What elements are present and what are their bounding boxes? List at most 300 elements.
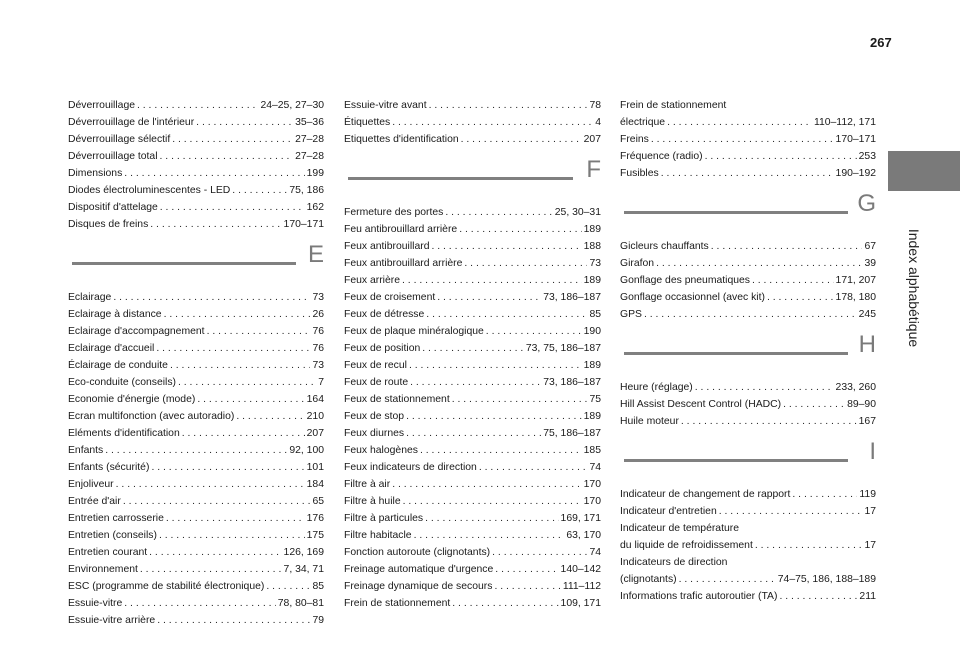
dot-leader (461, 131, 582, 148)
index-entry-pages: 73, 75, 186–187 (525, 343, 601, 354)
index-entry-pages: 176 (306, 513, 324, 524)
index-entry-pages: 79 (312, 615, 324, 626)
dot-leader (410, 374, 541, 391)
index-entry-term: Freins (620, 134, 649, 145)
index-entry-term: Gicleurs chauffants (620, 241, 709, 252)
index-entry (68, 97, 324, 114)
index-entry-pages: 4 (595, 117, 601, 128)
index-entry (68, 165, 324, 182)
index-entry-term: Fonction autoroute (clignotants) (344, 547, 491, 558)
dot-leader (420, 442, 582, 459)
index-entry (68, 391, 324, 408)
index-entry (620, 537, 876, 554)
index-entry-term: Feux de détresse (344, 309, 425, 320)
index-entry (620, 289, 876, 306)
index-entry-term: (clignotants) (620, 574, 677, 585)
index-entry-pages: 189 (583, 224, 601, 235)
index-entry-pages: 101 (306, 462, 324, 473)
index-entry-term: Filtre à air (344, 479, 391, 490)
dot-leader (178, 374, 316, 391)
index-entry-pages: 76 (312, 343, 324, 354)
index-entry-pages: 164 (306, 394, 324, 405)
index-entry (620, 272, 876, 289)
index-entry-pages: 74 (589, 462, 601, 473)
dot-leader (232, 182, 287, 199)
index-entry (620, 255, 876, 272)
dot-leader (445, 204, 552, 221)
index-entry-term: Indicateur de changement de rapport (620, 489, 791, 500)
dot-leader (266, 578, 310, 595)
index-entry-pages: 189 (583, 275, 601, 286)
index-entry-term: Feux diurnes (344, 428, 405, 439)
index-entry-pages: 185 (583, 445, 601, 456)
section-letter: F (586, 156, 601, 183)
index-entry-term: Diodes électroluminescentes - LED (68, 185, 231, 196)
index-entry-heading: Indicateur de température (620, 523, 739, 534)
index-entry-term: Déverrouillage de l'intérieur (68, 117, 195, 128)
dot-leader (779, 588, 857, 605)
index-entry-pages: 75 (589, 394, 601, 405)
index-entry-term: Essuie-vitre avant (344, 100, 427, 111)
index-entry-term: Gonflage occasionnel (avec kit) (620, 292, 765, 303)
index-entry-term: Freinage dynamique de secours (344, 581, 493, 592)
index-entry (620, 588, 876, 605)
dot-leader (113, 289, 310, 306)
index-entry-pages: 73 (589, 258, 601, 269)
dot-leader (105, 442, 287, 459)
index-entry-pages: 109, 171 (560, 598, 601, 609)
dot-leader (767, 289, 834, 306)
index-entry-pages: 167 (858, 416, 876, 427)
dot-leader (150, 216, 281, 233)
dot-leader (160, 199, 305, 216)
dot-leader (123, 493, 311, 510)
index-entry (344, 408, 601, 425)
index-entry (68, 578, 324, 595)
index-entry-term: Feu antibrouillard arrière (344, 224, 458, 235)
index-entry (344, 476, 601, 493)
index-entry-term: Frein de stationnement (344, 598, 451, 609)
section-header-i (620, 438, 876, 483)
index-entry (620, 306, 876, 323)
index-entry-heading: Indicateurs de direction (620, 557, 728, 568)
dot-leader (197, 391, 304, 408)
index-entry-pages: 65 (312, 496, 324, 507)
index-entry (68, 323, 324, 340)
dot-leader (494, 578, 560, 595)
index-entry-pages: 190–192 (835, 168, 876, 179)
index-entry-pages: 169, 171 (560, 513, 601, 524)
dot-leader (431, 238, 581, 255)
index-entry (68, 544, 324, 561)
index-entry (344, 114, 601, 131)
dot-leader (392, 114, 593, 131)
index-entry-term: Filtre à huile (344, 496, 401, 507)
dot-leader (157, 612, 310, 629)
dot-leader (479, 459, 588, 476)
index-entry-pages: 110–112, 171 (813, 117, 876, 128)
index-entry (344, 578, 601, 595)
index-entry-term: Eclairage d'accueil (68, 343, 155, 354)
index-entry (344, 272, 601, 289)
dot-leader (160, 148, 294, 165)
dot-leader (422, 340, 524, 357)
index-entry (620, 148, 876, 165)
index-entry-term: Indicateur d'entretien (620, 506, 717, 517)
side-tab (888, 151, 960, 191)
index-entry-term: Dimensions (68, 168, 123, 179)
index-entry-pages: 75, 186 (289, 185, 324, 196)
dot-leader (792, 486, 857, 503)
index-entry (68, 357, 324, 374)
index-entry (68, 510, 324, 527)
index-entry-heading: Frein de stationnement (620, 100, 727, 111)
dot-leader (124, 165, 304, 182)
index-entry-pages: 73 (312, 292, 324, 303)
index-entry (68, 425, 324, 442)
index-entry (344, 255, 601, 272)
index-entry-pages: 17 (864, 540, 876, 551)
index-entry-pages: 175 (306, 530, 324, 541)
section-rule (624, 211, 848, 214)
dot-leader (452, 595, 558, 612)
index-entry-term: Feux de route (344, 377, 409, 388)
index-entry (344, 442, 601, 459)
dot-leader (644, 306, 857, 323)
dot-leader (719, 503, 863, 520)
index-entry (68, 131, 324, 148)
index-column-1 (68, 97, 324, 629)
index-entry-pages: 199 (306, 168, 324, 179)
index-entry-pages: 85 (589, 309, 601, 320)
index-entry-term: Disques de freins (68, 219, 149, 230)
index-entry-pages: 39 (864, 258, 876, 269)
index-entry-term: Eclairage d'accompagnement (68, 326, 205, 337)
dot-leader (429, 97, 588, 114)
side-label-text: Index alphabétique (906, 228, 922, 348)
index-entry (344, 493, 601, 510)
index-entry-term: Informations trafic autoroutier (TA) (620, 591, 778, 602)
index-entry-term: Enjoliveur (68, 479, 114, 490)
index-entry-term: Fusibles (620, 168, 659, 179)
index-entry-pages: 74–75, 186, 188–189 (777, 574, 876, 585)
index-entry-pages: 85 (312, 581, 324, 592)
index-entry-term: Feux arrière (344, 275, 401, 286)
index-entry (68, 493, 324, 510)
index-entry-pages: 7 (318, 377, 324, 388)
index-entry (620, 413, 876, 430)
index-entry (620, 503, 876, 520)
section-letter: H (858, 331, 876, 358)
index-entry-pages: 73 (312, 360, 324, 371)
index-entry-term: Gonflage des pneumatiques (620, 275, 750, 286)
index-entry (68, 442, 324, 459)
index-entry-term: Essuie-vitre (68, 598, 123, 609)
side-label (902, 218, 926, 358)
index-entry (344, 544, 601, 561)
index-entry-term: Feux de plaque minéralogique (344, 326, 484, 337)
index-entry-term: Déverrouillage (68, 100, 135, 111)
dot-leader (651, 131, 834, 148)
dot-leader (406, 408, 582, 425)
index-entry (344, 221, 601, 238)
dot-leader (681, 413, 857, 430)
index-entry-term: Fréquence (radio) (620, 151, 703, 162)
index-entry-pages: 78 (589, 100, 601, 111)
index-entry-term: Huile moteur (620, 416, 679, 427)
index-entry-term: Essuie-vitre arrière (68, 615, 156, 626)
index-entry (68, 340, 324, 357)
dot-leader (452, 391, 588, 408)
index-entry-pages: 245 (858, 309, 876, 320)
index-entry (344, 357, 601, 374)
index-entry (344, 289, 601, 306)
index-entry-pages: 140–142 (560, 564, 601, 575)
index-entry-pages: 126, 169 (283, 547, 324, 558)
index-entry (620, 131, 876, 148)
index-entry (344, 527, 601, 544)
index-entry-term: Environnement (68, 564, 138, 575)
index-entry-pages: 27–28 (295, 134, 324, 145)
index-entry-pages: 75, 186–187 (543, 428, 601, 439)
index-entry-term: Enfants (sécurité) (68, 462, 150, 473)
index-entry (344, 459, 601, 476)
dot-leader (414, 527, 565, 544)
index-entry-pages: 17 (864, 506, 876, 517)
dot-leader (752, 272, 834, 289)
index-entry (344, 323, 601, 340)
index-entry (344, 238, 601, 255)
index-entry-term: Feux indicateurs de direction (344, 462, 477, 473)
section-header-h (620, 331, 876, 376)
index-entry (68, 114, 324, 131)
section-rule (348, 177, 573, 180)
index-entry-pages: 24–25, 27–30 (260, 100, 324, 111)
dot-leader (151, 459, 304, 476)
dot-leader (172, 131, 293, 148)
index-entry-pages: 188 (583, 241, 601, 252)
index-entry-pages: 170 (583, 479, 601, 490)
index-entry-pages: 253 (858, 151, 876, 162)
dot-leader (437, 289, 541, 306)
section-rule (624, 459, 848, 462)
dot-leader (755, 537, 863, 554)
index-entry-term: Fermeture des portes (344, 207, 444, 218)
index-entry-term: Filtre habitacle (344, 530, 412, 541)
index-entry-term: électrique (620, 117, 666, 128)
index-entry-pages: 184 (306, 479, 324, 490)
index-entry-pages: 76 (312, 326, 324, 337)
dot-leader (137, 97, 258, 114)
dot-leader (124, 595, 275, 612)
index-entry (344, 425, 601, 442)
dot-leader (149, 544, 281, 561)
index-entry (68, 527, 324, 544)
index-entry-term: Filtre à particules (344, 513, 424, 524)
index-entry (68, 199, 324, 216)
index-entry-term: Feux de recul (344, 360, 407, 371)
index-entry-term: Enfants (68, 445, 104, 456)
dot-leader (402, 272, 582, 289)
index-entry-pages: 170 (583, 496, 601, 507)
index-entry-pages: 207 (583, 134, 601, 145)
index-entry-term: Feux halogènes (344, 445, 418, 456)
index-entry (68, 561, 324, 578)
section-rule (624, 352, 848, 355)
dot-leader (166, 510, 305, 527)
index-entry-term: Feux de stationnement (344, 394, 450, 405)
section-header-g (620, 190, 876, 235)
dot-leader (459, 221, 581, 238)
index-entry (68, 148, 324, 165)
index-entry (344, 97, 601, 114)
index-entry-pages: 63, 170 (566, 530, 601, 541)
index-entry-pages: 67 (864, 241, 876, 252)
section-letter: I (869, 438, 876, 465)
index-entry (68, 595, 324, 612)
index-entry-pages: 7, 34, 71 (283, 564, 324, 575)
dot-leader (196, 114, 293, 131)
dot-leader (695, 379, 834, 396)
index-entry-term: ESC (programme de stabilité électronique) (68, 581, 265, 592)
dot-leader (464, 255, 587, 272)
index-entry-pages: 190 (583, 326, 601, 337)
index-entry (344, 306, 601, 323)
dot-leader (492, 544, 587, 561)
dot-leader (783, 396, 845, 413)
index-entry (68, 408, 324, 425)
index-entry-pages: 27–28 (295, 151, 324, 162)
index-entry-term: Etiquettes d'identification (344, 134, 459, 145)
index-entry-term: Déverrouillage sélectif (68, 134, 171, 145)
index-entry (68, 459, 324, 476)
index-entry-term: Hill Assist Descent Control (HADC) (620, 399, 782, 410)
index-column-2 (344, 97, 601, 612)
index-entry (68, 612, 324, 629)
dot-leader (486, 323, 582, 340)
index-entry (620, 238, 876, 255)
section-letter: G (857, 190, 876, 217)
index-entry (620, 114, 876, 131)
index-entry-term: Feux antibrouillard (344, 241, 430, 252)
index-column-3 (620, 97, 876, 605)
index-entry-term: Eclairage (68, 292, 112, 303)
dot-leader (425, 510, 558, 527)
index-entry (344, 595, 601, 612)
index-entry-term: Girafon (620, 258, 655, 269)
dot-leader (679, 571, 776, 588)
dot-leader (656, 255, 862, 272)
index-entry-pages: 162 (306, 202, 324, 213)
dot-leader (661, 165, 834, 182)
index-entry (68, 216, 324, 233)
dot-leader (170, 357, 311, 374)
index-entry-pages: 89–90 (847, 399, 876, 410)
index-entry-term: Entretien carrosserie (68, 513, 164, 524)
section-letter: E (307, 241, 324, 268)
dot-leader (156, 340, 310, 357)
index-entry (344, 131, 601, 148)
index-entry-pages: 210 (306, 411, 324, 422)
index-entry-pages: 73, 186–187 (543, 377, 601, 388)
index-entry (68, 182, 324, 199)
index-entry (620, 396, 876, 413)
index-entry-pages: 73, 186–187 (543, 292, 601, 303)
index-entry-pages: 35–36 (295, 117, 324, 128)
index-entry (620, 486, 876, 503)
index-entry-pages: 92, 100 (289, 445, 324, 456)
index-entry-pages: 171, 207 (835, 275, 876, 286)
index-entry-pages: 211 (859, 591, 876, 602)
dot-leader (667, 114, 812, 131)
page-number: 267 (870, 35, 892, 50)
index-entry-pages: 26 (312, 309, 324, 320)
index-entry-term: Eléments d'identification (68, 428, 180, 439)
index-entry (344, 391, 601, 408)
index-entry (344, 561, 601, 578)
index-entry (344, 340, 601, 357)
dot-leader (140, 561, 282, 578)
dot-leader (236, 408, 304, 425)
index-entry-pages: 170–171 (283, 219, 324, 230)
index-entry-term: Étiquettes (344, 117, 391, 128)
index-entry-term: du liquide de refroidissement (620, 540, 753, 551)
index-entry (620, 165, 876, 182)
index-entry-term: Freinage automatique d'urgence (344, 564, 494, 575)
section-rule (72, 262, 296, 265)
dot-leader (182, 425, 305, 442)
section-header-e (68, 241, 324, 286)
dot-leader (116, 476, 305, 493)
index-entry-term: Éclairage de conduite (68, 360, 168, 371)
index-entry-pages: 178, 180 (835, 292, 876, 303)
index-entry-pages: 119 (859, 489, 876, 500)
index-entry-term: Entretien (conseils) (68, 530, 157, 541)
index-entry-term: Eco-conduite (conseils) (68, 377, 176, 388)
index-entry (620, 379, 876, 396)
dot-leader (164, 306, 311, 323)
index-entry (344, 510, 601, 527)
dot-leader (403, 493, 582, 510)
index-entry-term: GPS (620, 309, 642, 320)
index-entry-pages: 78, 80–81 (277, 598, 324, 609)
dot-leader (159, 527, 305, 544)
dot-leader (426, 306, 587, 323)
index-entry-pages: 74 (589, 547, 601, 558)
index-entry-term: Entretien courant (68, 547, 148, 558)
index-entry (68, 476, 324, 493)
dot-leader (392, 476, 581, 493)
index-entry-pages: 25, 30–31 (554, 207, 601, 218)
index-entry (620, 571, 876, 588)
dot-leader (711, 238, 863, 255)
index-entry-term: Economie d'énergie (mode) (68, 394, 196, 405)
index-entry-term: Ecran multifonction (avec autoradio) (68, 411, 235, 422)
index-entry-pages: 189 (583, 411, 601, 422)
index-entry (68, 289, 324, 306)
index-entry-pages: 207 (306, 428, 324, 439)
index-entry-term: Entrée d'air (68, 496, 121, 507)
index-entry-term: Heure (réglage) (620, 382, 693, 393)
dot-leader (705, 148, 857, 165)
index-entry-term: Déverrouillage total (68, 151, 158, 162)
section-header-f (344, 156, 601, 201)
index-entry-term: Eclairage à distance (68, 309, 162, 320)
index-entry-pages: 111–112 (562, 581, 601, 592)
index-entry (344, 204, 601, 221)
index-entry-term: Dispositif d'attelage (68, 202, 158, 213)
index-entry (344, 374, 601, 391)
